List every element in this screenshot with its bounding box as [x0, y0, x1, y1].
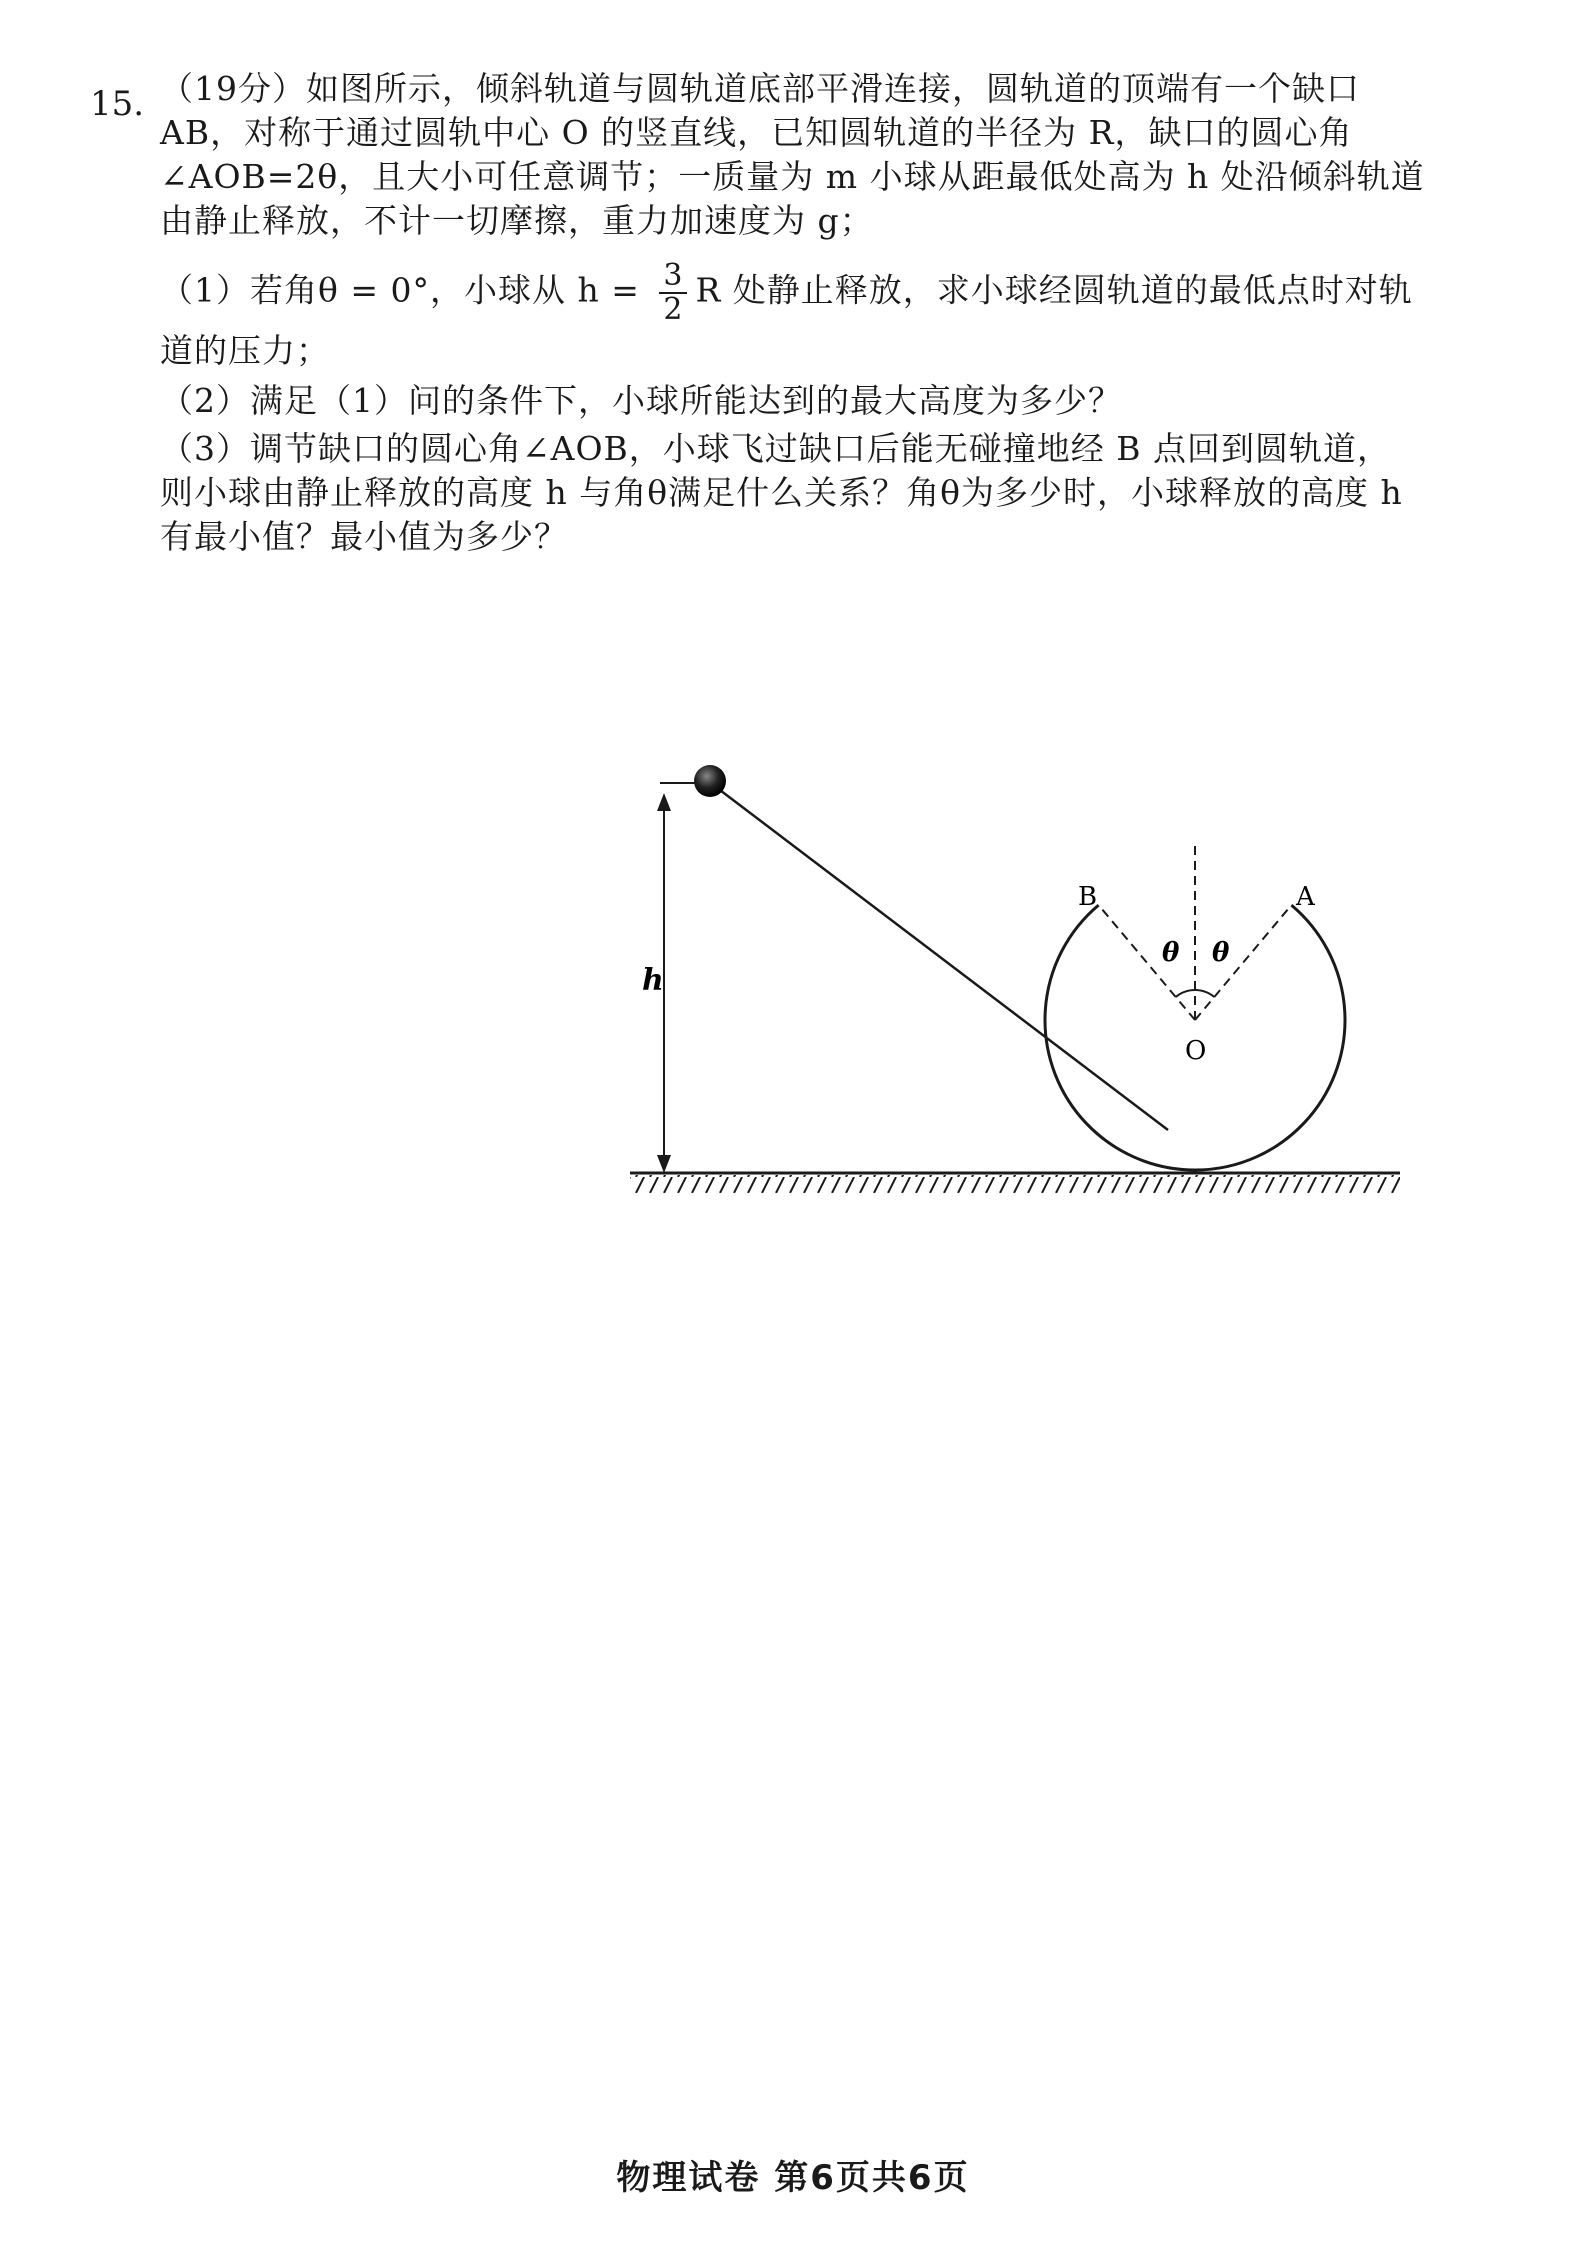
question-line-3: ∠AOB=2θ，且大小可任意调节；一质量为 m 小球从距最低处高为 h 处沿倾斜轨道: [160, 157, 1425, 196]
label-theta-right: θ: [1212, 938, 1230, 968]
part-3-line-2: 则小球由静止释放的高度 h 与角θ满足什么关系？角θ为多少时，小球释放的高度 h: [160, 473, 1403, 512]
ground-hatching: [630, 1175, 1400, 1193]
page-footer: 物理试卷 第6页共6页: [616, 2158, 970, 2198]
part-1-continued: 道的压力；: [160, 331, 330, 370]
radius-OB: [1099, 905, 1195, 1020]
incline-track: [708, 781, 1168, 1130]
question-line-4: 由静止释放，不计一切摩擦，重力加速度为 g；: [160, 201, 874, 240]
part-1-after: R 处静止释放，求小球经圆轨道的最低点时对轨: [695, 270, 1413, 310]
part-3-line-1: （3）调节缺口的圆心角∠AOB，小球飞过缺口后能无碰撞地经 B 点回到圆轨道，: [160, 429, 1392, 468]
ball: [694, 765, 726, 797]
part-1: [160, 260, 1413, 325]
label-h: h: [642, 963, 664, 998]
fraction-3-2: [659, 260, 687, 325]
height-arrow-top: [657, 793, 671, 811]
question-number: 15.: [90, 84, 145, 124]
part-2: （2）满足（1）问的条件下，小球所能达到的最大高度为多少？: [160, 381, 1122, 420]
label-O: O: [1185, 1036, 1207, 1066]
question-line-2: AB，对称于通过圆轨中心 O 的竖直线，已知圆轨道的半径为 R，缺口的圆心角: [160, 113, 1353, 152]
label-B: B: [1078, 882, 1098, 912]
radius-OA: [1195, 905, 1291, 1020]
fraction-denominator: 2: [663, 291, 684, 327]
question-line-1: （19分）如图所示，倾斜轨道与圆轨道底部平滑连接，圆轨道的顶端有一个缺口: [160, 69, 1360, 108]
track-diagram: [620, 745, 1420, 1205]
height-arrow-bottom: [657, 1155, 671, 1173]
part-3-line-3: 有最小值？最小值为多少？: [160, 517, 568, 556]
label-A: A: [1296, 882, 1315, 912]
fraction-numerator: 3: [659, 260, 687, 294]
angle-arc: [1176, 990, 1215, 997]
part-1-before: （1）若角θ = 0°，小球从 h =: [160, 270, 652, 310]
label-theta-left: θ: [1162, 938, 1180, 968]
